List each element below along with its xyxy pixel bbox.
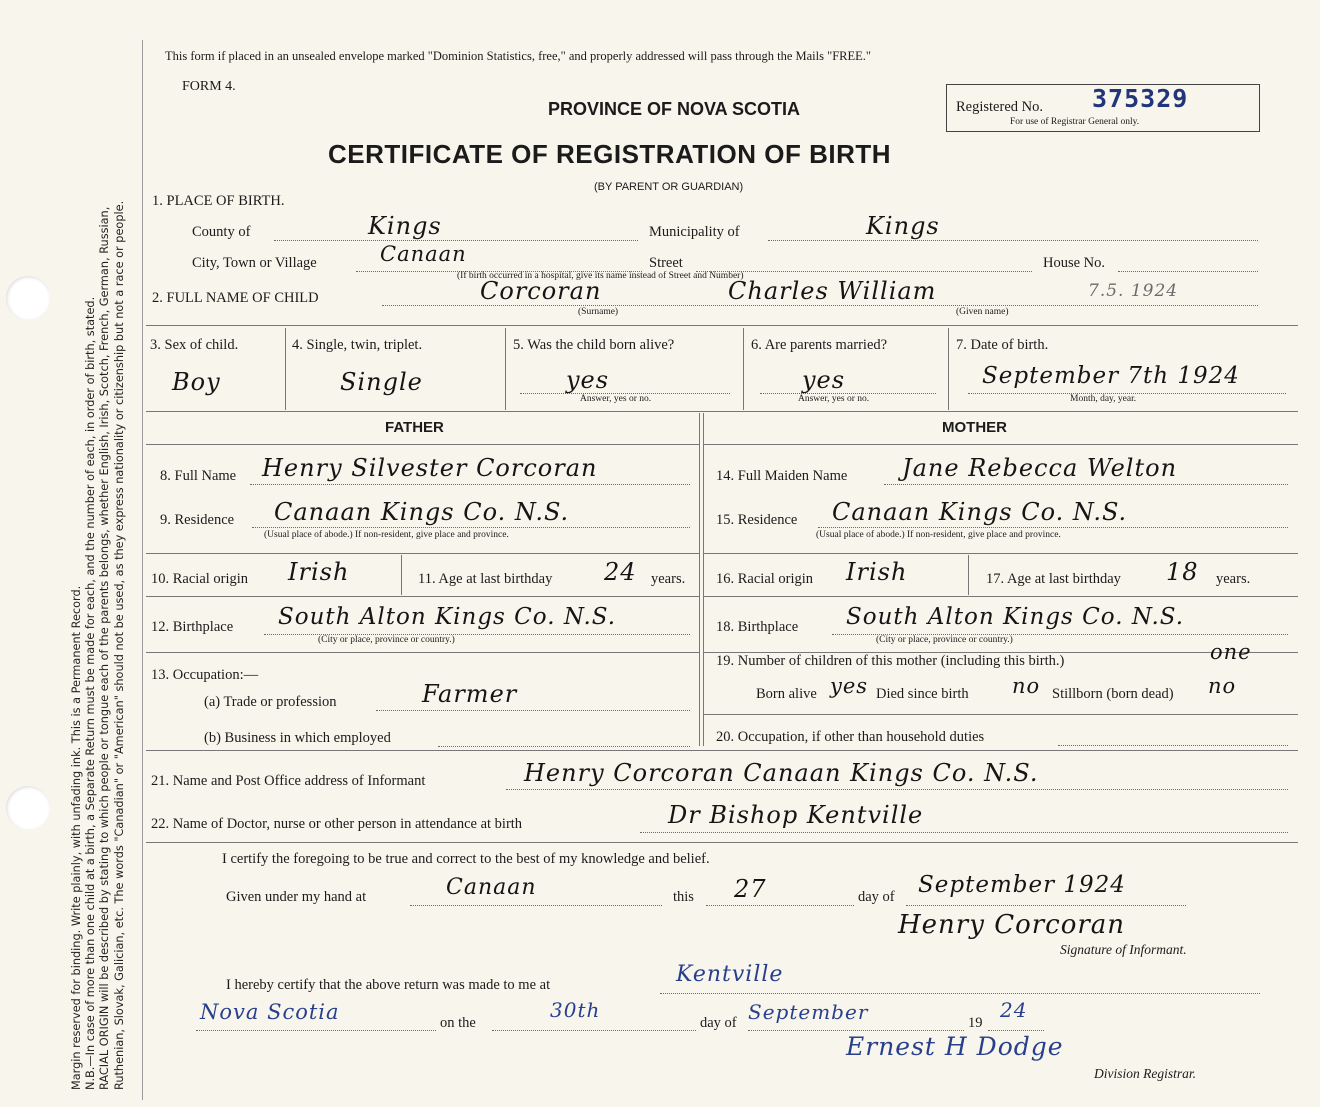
mother-name-label: 14. Full Maiden Name bbox=[716, 468, 848, 484]
informant-signature-caption: Signature of Informant. bbox=[1060, 942, 1187, 957]
punch-hole-bottom bbox=[6, 786, 50, 830]
divider bbox=[146, 842, 1298, 843]
mother-residence-value: Canaan Kings Co. N.S. bbox=[832, 498, 1128, 526]
registrar-caption: Division Registrar. bbox=[1094, 1066, 1197, 1081]
father-occupation-label: 13. Occupation:— bbox=[151, 667, 259, 683]
registrar-year-prefix: 19 bbox=[968, 1015, 983, 1031]
certification-month-year: September 1924 bbox=[918, 872, 1126, 898]
sidebar-note: Margin reserved for binding. Write plainly, with unfading ink. This is a Permanent Record. bbox=[70, 585, 83, 1090]
province-heading: PROVINCE OF NOVA SCOTIA bbox=[548, 99, 801, 119]
born-alive-count-value: yes bbox=[830, 674, 869, 698]
city-label: City, Town or Village bbox=[192, 255, 317, 271]
given-name-caption: (Given name) bbox=[956, 307, 1009, 317]
sex-label: 3. Sex of child. bbox=[150, 337, 239, 353]
informant-label: 21. Name and Post Office address of Informant bbox=[151, 773, 426, 789]
father-residence-label: 9. Residence bbox=[160, 512, 235, 528]
hospital-note: (If birth occurred in a hospital, give its name instead of Street and Number) bbox=[457, 271, 744, 281]
divider bbox=[146, 411, 1298, 412]
registered-note: For use of Registrar General only. bbox=[1010, 117, 1140, 127]
child-name-label: 2. FULL NAME OF CHILD bbox=[152, 290, 319, 306]
parents-column-divider bbox=[699, 413, 700, 746]
divider bbox=[146, 750, 1298, 751]
certification-day: 27 bbox=[734, 875, 767, 903]
mother-residence-label: 15. Residence bbox=[716, 512, 798, 528]
father-heading: FATHER bbox=[385, 419, 444, 436]
doctor-label: 22. Name of Doctor, nurse or other person in attendance at birth bbox=[151, 816, 523, 832]
certification-statement: I certify the foregoing to be true and correct to the best of my knowledge and belief. bbox=[222, 851, 710, 867]
mother-age-value: 18 bbox=[1166, 558, 1199, 586]
surname-caption: (Surname) bbox=[578, 307, 619, 317]
county-value: Kings bbox=[368, 212, 442, 240]
sidebar-notes bbox=[70, 30, 127, 1090]
registrar-day-of-label: day of bbox=[700, 1015, 737, 1031]
died-since-birth-value: no bbox=[1012, 674, 1041, 698]
mother-birthplace-value: South Alton Kings Co. N.S. bbox=[846, 604, 1185, 630]
stillborn-label: Stillborn (born dead) bbox=[1052, 686, 1174, 702]
father-name-label: 8. Full Name bbox=[160, 468, 237, 484]
father-business-label: (b) Business in which employed bbox=[204, 730, 391, 746]
place-of-birth-heading: 1. PLACE OF BIRTH. bbox=[152, 193, 285, 209]
parents-married-caption: Answer, yes or no. bbox=[798, 394, 870, 404]
county-label: County of bbox=[192, 224, 251, 240]
mother-age-label: 17. Age at last birthday bbox=[986, 571, 1121, 587]
sidebar-note: RACIAL ORIGIN will be described by stating to which people or tongue each of the parents belongs, whether English, Irish, Scotch, French, German, Russian, bbox=[98, 206, 112, 1090]
registrar-statement: I hereby certify that the above return was made to me at bbox=[226, 977, 551, 993]
mother-heading: MOTHER bbox=[942, 419, 1007, 436]
municipality-label: Municipality of bbox=[649, 224, 740, 240]
father-residence-caption: (Usual place of abode.) If non-resident, give place and province. bbox=[264, 530, 509, 540]
city-value: Canaan bbox=[380, 242, 467, 266]
plurality-value: Single bbox=[340, 368, 423, 396]
parents-married-value: yes bbox=[802, 366, 846, 394]
registrar-year-suffix: 24 bbox=[1000, 998, 1028, 1022]
father-age-label: 11. Age at last birthday bbox=[418, 571, 553, 587]
mother-racial-value: Irish bbox=[846, 558, 908, 586]
child-given-name: Charles William bbox=[728, 277, 937, 305]
street-label: Street bbox=[649, 255, 683, 271]
father-birthplace-value: South Alton Kings Co. N.S. bbox=[278, 604, 617, 630]
sidebar-note: Ruthenian, Slovak, Galician, etc. The words "Canadian" or "American" should not be used, as they express nationality or citizenship but not a race or people. bbox=[112, 200, 126, 1090]
registrar-signature: Ernest H Dodge bbox=[846, 1032, 1064, 1061]
father-racial-value: Irish bbox=[288, 558, 350, 586]
stillborn-value: no bbox=[1208, 674, 1237, 698]
registrar-on-label: on the bbox=[440, 1015, 476, 1031]
father-trade-value: Farmer bbox=[422, 680, 518, 708]
registered-label: Registered No. bbox=[956, 99, 1043, 115]
informant-value: Henry Corcoran Canaan Kings Co. N.S. bbox=[524, 759, 1039, 787]
born-alive-count-label: Born alive bbox=[756, 686, 817, 702]
page-title: CERTIFICATE OF REGISTRATION OF BIRTH bbox=[328, 139, 892, 169]
father-racial-label: 10. Racial origin bbox=[151, 571, 249, 587]
born-alive-value: yes bbox=[566, 366, 610, 394]
father-age-years: years. bbox=[651, 571, 686, 587]
mother-name-value: Jane Rebecca Welton bbox=[902, 454, 1178, 482]
registrar-place: Kentville bbox=[676, 962, 784, 987]
parents-married-label: 6. Are parents married? bbox=[751, 337, 888, 353]
sex-value: Boy bbox=[172, 368, 221, 396]
registrar-day: 30th bbox=[550, 998, 601, 1022]
father-residence-value: Canaan Kings Co. N.S. bbox=[274, 498, 570, 526]
registered-number: 375329 bbox=[1092, 84, 1189, 113]
form-number: FORM 4. bbox=[182, 79, 236, 94]
registrar-province: Nova Scotia bbox=[200, 1000, 340, 1024]
doctor-value: Dr Bishop Kentville bbox=[668, 801, 924, 829]
father-birthplace-label: 12. Birthplace bbox=[151, 619, 234, 635]
sidebar-note: N.B.—In case of more than one child at a birth, a Separate Return must be made for each, and the number of each, in order of birth, stated. bbox=[84, 296, 98, 1090]
date-of-birth-value: September 7th 1924 bbox=[982, 363, 1240, 389]
mother-birthplace-caption: (City or place, province or country.) bbox=[876, 635, 1013, 645]
born-alive-label: 5. Was the child born alive? bbox=[513, 337, 675, 353]
date-of-birth-label: 7. Date of birth. bbox=[956, 337, 1049, 353]
informant-signature: Henry Corcoran bbox=[898, 910, 1126, 940]
father-name-value: Henry Silvester Corcoran bbox=[262, 454, 598, 482]
child-surname: Corcoran bbox=[480, 277, 602, 305]
given-at-label: Given under my hand at bbox=[226, 889, 367, 905]
given-at-value: Canaan bbox=[446, 875, 537, 900]
this-label: this bbox=[673, 889, 694, 905]
certification-day-of-label: day of bbox=[858, 889, 895, 905]
page-subtitle: (BY PARENT OR GUARDIAN) bbox=[594, 181, 744, 193]
mother-children-label: 19. Number of children of this mother (including this birth.) bbox=[716, 653, 1065, 669]
binding-margin-rule bbox=[142, 40, 143, 1100]
mother-racial-label: 16. Racial origin bbox=[716, 571, 814, 587]
mother-birthplace-label: 18. Birthplace bbox=[716, 619, 799, 635]
child-name-annotation: 7.5. 1924 bbox=[1088, 281, 1179, 301]
mother-occupation-label: 20. Occupation, if other than household duties bbox=[716, 729, 985, 745]
mail-notice: This form if placed in an unsealed envelope marked "Dominion Statistics, free," and properly addressed will pass through the Mails "FREE." bbox=[165, 49, 872, 63]
born-alive-caption: Answer, yes or no. bbox=[580, 394, 652, 404]
father-birthplace-caption: (City or place, province or country.) bbox=[318, 635, 455, 645]
house-number-label: House No. bbox=[1043, 255, 1106, 271]
plurality-label: 4. Single, twin, triplet. bbox=[292, 337, 423, 353]
died-since-birth-label: Died since birth bbox=[876, 686, 969, 702]
father-trade-label: (a) Trade or profession bbox=[204, 694, 337, 710]
divider bbox=[146, 325, 1298, 326]
father-age-value: 24 bbox=[604, 558, 637, 586]
municipality-value: Kings bbox=[866, 212, 940, 240]
punch-hole-top bbox=[6, 276, 50, 320]
registrar-month: September bbox=[748, 1000, 869, 1024]
mother-age-years: years. bbox=[1216, 571, 1251, 587]
mother-children-value: one bbox=[1210, 640, 1252, 664]
mother-residence-caption: (Usual place of abode.) If non-resident, give place and province. bbox=[816, 530, 1061, 540]
date-of-birth-caption: Month, day, year. bbox=[1070, 394, 1137, 404]
